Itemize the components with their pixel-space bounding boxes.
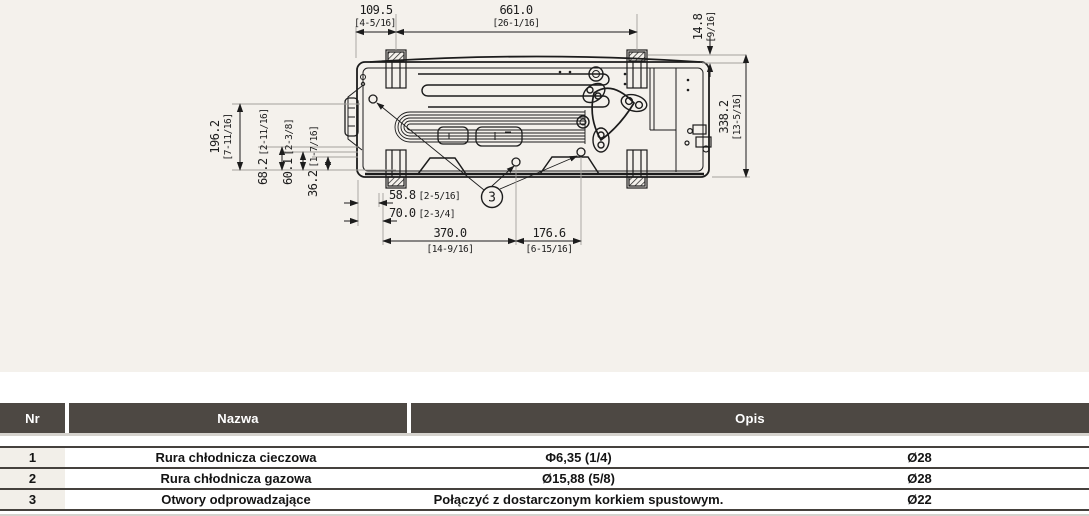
spec-table-header <box>0 403 1089 436</box>
dim-width-center-inch: [26-1/16] <box>492 18 540 29</box>
row-opis: Połączyć z dostarczonym korkiem spustowym. <box>433 492 724 507</box>
table-row <box>0 489 1089 510</box>
dim-span-b-inch: [6-15/16] <box>525 244 573 255</box>
dim-foot-b: 70.0 [2-3/4] <box>389 206 456 220</box>
dim-width-left-mm: 109.5 <box>359 3 393 17</box>
header-opis: Opis <box>411 403 1089 433</box>
foot-bottom-right <box>627 150 647 188</box>
dimension-labels <box>208 3 743 255</box>
valve-block <box>685 125 711 152</box>
dim-width-left-inch: [4-5/16] <box>354 18 396 29</box>
row-nr: 1 <box>0 447 65 468</box>
row-nr: 2 <box>0 468 65 489</box>
dim-depth-inch: [13-5/16] <box>732 93 743 141</box>
dim-pipe-b: 60.1[2-3/8] <box>281 118 295 185</box>
coil-serpentine <box>395 74 609 146</box>
mounting-feet <box>386 50 647 188</box>
foot-bottom-left <box>386 150 406 188</box>
row-opis: Φ6,35 (1/4) <box>545 450 612 465</box>
row-srednica: Ø22 <box>907 492 932 507</box>
dim-pipe-a: 68.2[2-11/16] <box>256 108 270 185</box>
spec-table <box>0 403 1089 516</box>
dim-left-height-mm: 196.2 <box>208 120 222 154</box>
foot-top-left <box>386 50 406 88</box>
dim-span-a-mm: 370.0 <box>433 226 467 240</box>
dim-left-height-inch: [7-11/16] <box>223 113 234 161</box>
table-row <box>0 468 1089 489</box>
dim-top-gap-mm: 14.8 <box>691 13 705 41</box>
dim-foot-a: 58.8 [2-5/16] <box>389 188 461 202</box>
header-nazwa: Nazwa <box>69 403 407 433</box>
row-srednica: Ø28 <box>907 450 932 465</box>
foot-top-right <box>627 50 647 88</box>
row-nazwa: Rura chłodnicza gazowa <box>160 471 312 486</box>
spec-table-body <box>0 446 1089 511</box>
row-opis: Ø15,88 (5/8) <box>542 471 615 486</box>
dim-depth-mm: 338.2 <box>717 100 731 134</box>
callout-3-label: 3 <box>488 190 496 206</box>
row-srednica: Ø28 <box>907 471 932 486</box>
header-nr: Nr <box>0 403 65 433</box>
dim-width-center-mm: 661.0 <box>499 3 533 17</box>
row-nazwa: Otwory odprowadzające <box>161 492 311 507</box>
dim-top-gap-inch: [9/16] <box>706 11 717 43</box>
dim-span-b-mm: 176.6 <box>532 226 566 240</box>
dim-span-a-inch: [14-9/16] <box>426 244 474 255</box>
row-nazwa: Rura chłodnicza cieczowa <box>155 450 317 465</box>
row-nr: 3 <box>0 489 65 510</box>
table-row <box>0 447 1089 468</box>
dim-pipe-c: 36.2[1-7/16] <box>306 125 320 197</box>
